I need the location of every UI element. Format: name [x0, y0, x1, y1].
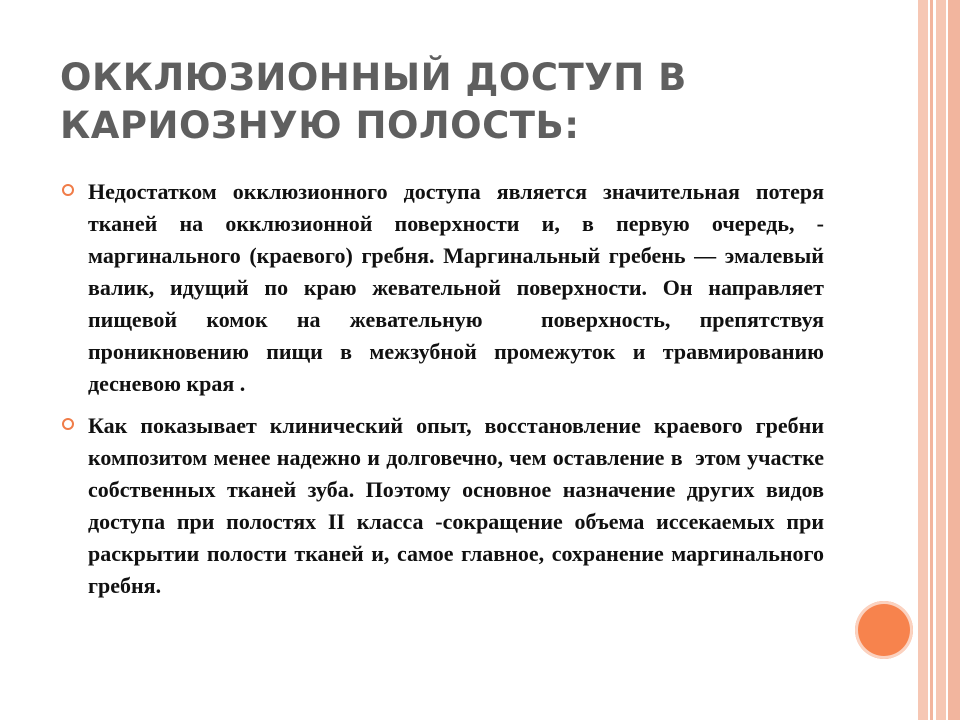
bullet-text: Недостатком окклюзионного доступа является значительная потеря тканей на окклюзионной поверхности и, в первую очередь, - маргинального (краевого) гребня. Маргинальный гребень — эмалевый валик, идущий по краю жевательной поверхности. Он направляет пищевой комок на жевательную поверхность, препятствуя проникновению пищи в межзубной промежуток и травмированию десневою края .: [88, 179, 830, 396]
slide-body: [60, 176, 830, 612]
slide-title: [60, 54, 840, 150]
slide-title-line-2: КАРИОЗНУЮ ПОЛОСТЬ:: [60, 104, 580, 147]
decorative-stripe: [930, 0, 933, 720]
bullet-item: [60, 410, 830, 602]
bullet-text: Как показывает клинический опыт, восстановление краевого гребни композитом менее надежно и долговечно, чем оставление в этом участке собственных тканей зуба. Поэтому основное назначение других видов доступа при полостях II класса -сокращение объема иссекаемых при раскрытии полости тканей и, самое главное, сохранение маргинального гребня.: [88, 413, 830, 598]
bullet-circle-icon: [62, 418, 74, 430]
decorative-stripe: [948, 0, 960, 720]
decorative-stripe: [918, 0, 928, 720]
bullet-circle-icon: [62, 184, 74, 196]
bullet-item: [60, 176, 830, 400]
decorative-orange-circle: [855, 601, 913, 659]
decorative-stripe: [936, 0, 946, 720]
slide-title-line-1: ОККЛЮЗИОННЫЙ ДОСТУП В: [60, 56, 687, 99]
